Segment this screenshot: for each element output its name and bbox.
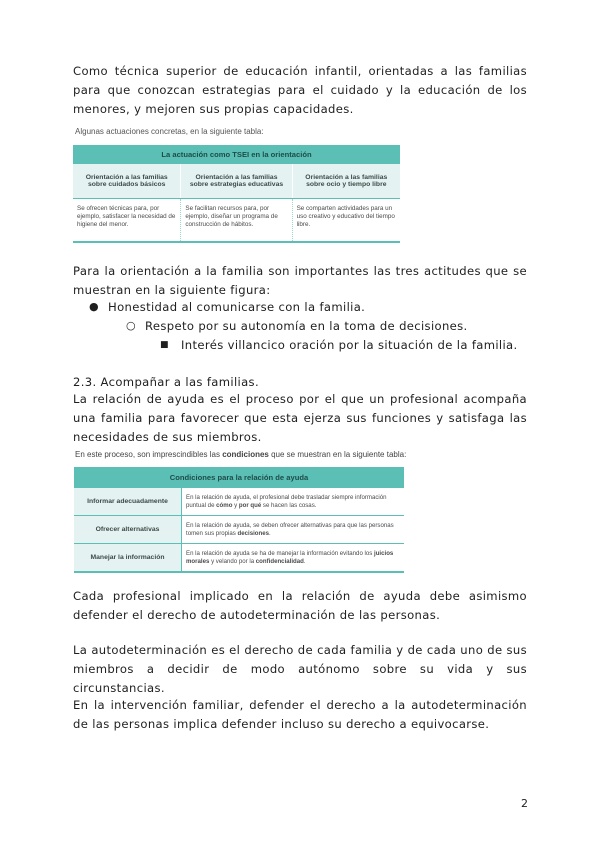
bullet-square: ■ — [160, 340, 169, 350]
attitude-item-respect — [126, 318, 468, 334]
attitude-item-interest — [160, 337, 518, 353]
table1-header-leisure: Orientación a las familias sobre ocio y tiempo libre — [292, 164, 400, 199]
table1-title: La actuación como TSEI en la orientación — [73, 145, 400, 164]
closing-paragraph-3: En la intervención familiar, defender el derecho a la autodeterminación de las personas implica defender incluso su derecho a equivocarse. — [73, 698, 527, 731]
table1-cell-educational-strategies: Se facilitan recursos para, por ejemplo, diseñar un programa de construcción de hábitos. — [181, 199, 292, 243]
condition-description: En la relación de ayuda, el profesional debe trasladar siempre información puntual de cómo y por qué se hacen las cosas. — [182, 488, 405, 516]
section-heading: 2.3. Acompañar a las familias. — [73, 375, 259, 389]
table2-caption-suffix: que se muestran en la siguiente tabla: — [268, 450, 407, 459]
table1-cell-basic-care: Se ofrecen técnicas para, por ejemplo, satisfacer la necesidad de higiene del menor. — [73, 199, 181, 243]
table1-header-educational-strategies: Orientación a las familias sobre estrategias educativas — [181, 164, 292, 199]
attitudes-intro: Para la orientación a la familia son importantes las tres actitudes que se muestran en la siguiente figura: — [73, 264, 527, 297]
table-row — [74, 516, 404, 544]
section-paragraph: La relación de ayuda es el proceso por el que un profesional acompaña una familia para favorecer que esta ejerza sus funciones y satisfaga las necesidades de sus miembros. — [73, 392, 527, 444]
condition-description: En la relación de ayuda, se deben ofrecer alternativas para que las personas tomen sus propias decisiones. — [182, 516, 405, 544]
table2-caption-bold: condiciones — [222, 450, 269, 459]
table2-caption — [75, 450, 406, 459]
intro-paragraph: Como técnica superior de educación infantil, orientadas a las familias para que conozcan estrategias para el cuidado y la educación de los menores, y mejoren sus propias capacidades. — [73, 64, 527, 116]
condition-name: Informar adecuadamente — [74, 488, 182, 516]
closing-paragraph-2: La autodeterminación es el derecho de cada familia y de cada uno de sus miembros a decidir de modo autónomo sobre su vida y sus circunstancias. — [73, 643, 527, 695]
page-number: 2 — [521, 797, 528, 810]
table-row — [74, 544, 404, 573]
table1-header-basic-care: Orientación a las familias sobre cuidados básicos — [73, 164, 181, 199]
bullet-filled-circle: ● — [89, 300, 99, 313]
attitude-item-honesty — [89, 299, 366, 315]
closing-paragraph-1: Cada profesional implicado en la relación de ayuda debe asimismo defender el derecho de autodeterminación de las personas. — [73, 589, 527, 622]
table2-title: Condiciones para la relación de ayuda — [74, 467, 404, 488]
orientation-table — [73, 145, 400, 243]
table1-cell-leisure: Se comparten actividades para un uso creativo y educativo del tiempo libre. — [292, 199, 400, 243]
table-row — [74, 488, 404, 516]
table2-caption-prefix: En este proceso, son imprescindibles las — [75, 450, 223, 459]
bullet-hollow-circle: ○ — [126, 319, 136, 332]
help-conditions-table — [74, 467, 404, 573]
condition-description: En la relación de ayuda se ha de manejar la información evitando los juicios morales y velando por la confidencialidad. — [182, 544, 405, 573]
condition-name: Ofrecer alternativas — [74, 516, 182, 544]
attitude-text-interest: Interés villancico oración por la situación de la familia. — [181, 338, 518, 352]
condition-name: Manejar la información — [74, 544, 182, 573]
attitude-text-honesty: Honestidad al comunicarse con la familia. — [108, 300, 366, 314]
table1-caption: Algunas actuaciones concretas, en la siguiente tabla: — [75, 127, 264, 136]
attitude-text-respect: Respeto por su autonomía en la toma de decisiones. — [145, 319, 468, 333]
